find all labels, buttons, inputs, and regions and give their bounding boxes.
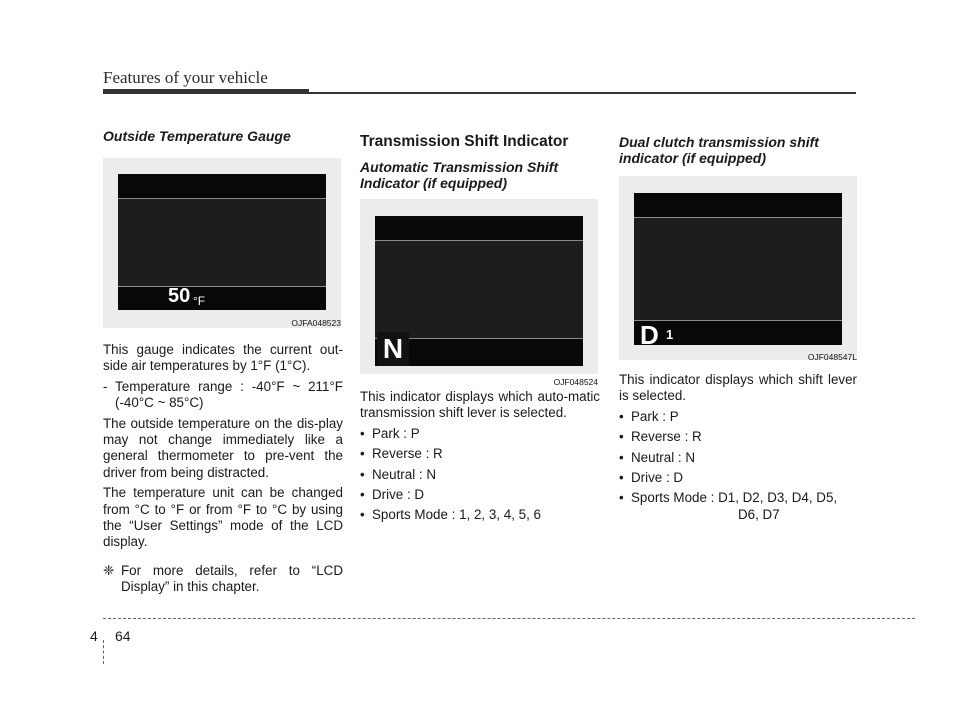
temperature-unit: °F: [193, 294, 206, 308]
header-title: Features of your vehicle: [103, 68, 268, 87]
list-item: [619, 490, 857, 523]
note-mark-icon: ❈: [103, 562, 115, 578]
figure-code: OJF048547L: [807, 352, 857, 362]
subsection-heading: Dual clutch transmission shift indicator (if equipped): [619, 134, 819, 166]
footer-rule: [103, 618, 915, 619]
section-heading: Outside Temperature Gauge: [103, 128, 291, 144]
list-item: • Neutral : N: [619, 450, 857, 466]
paragraph: This indicator displays which shift lever is selected.: [619, 372, 857, 404]
column-transmission-shift: [360, 133, 600, 528]
section-heading: Transmission Shift Indicator: [360, 133, 569, 150]
temperature-value: 50: [168, 285, 191, 307]
paragraph: The outside temperature on the dis-play may not change immediately like a general thermometer to pre-vent the driver from being distracted.: [103, 415, 343, 480]
figure-automatic-shift-display: [360, 199, 598, 387]
header-bar: [103, 89, 309, 94]
paragraph: The temperature unit can be changed from °C to °F or from °F to °C by using the “User Settings” mode of the LCD display.: [103, 485, 343, 550]
paragraph: This indicator displays which auto-matic transmission shift lever is selected.: [360, 389, 600, 421]
list-item: • Reverse : R: [619, 429, 857, 445]
column-dual-clutch-shift: [619, 134, 857, 523]
sports-mode-continued: D6, D7: [738, 506, 780, 522]
figure-code: OJFA048523: [291, 318, 341, 328]
figure-temperature-display: [103, 158, 341, 328]
paragraph: This gauge indicates the current out-side air temperatures by 1°F (1°C).: [103, 342, 343, 374]
gear-indicator: N: [377, 332, 409, 366]
list-item: • Drive : D: [360, 487, 600, 503]
gear-number: 1: [666, 326, 674, 342]
lcd-screen: [375, 216, 583, 366]
figure-dual-clutch-shift-display: [619, 176, 857, 360]
list-item: • Sports Mode : 1, 2, 3, 4, 5, 6: [360, 507, 600, 523]
subsection-heading: Automatic Transmission Shift Indicator (if equipped): [360, 159, 559, 191]
lcd-screen: [634, 193, 842, 350]
list-item: • Drive : D: [619, 470, 857, 486]
list-item: • Park : P: [360, 426, 600, 442]
footer-divider: [103, 640, 104, 664]
note: [103, 563, 343, 596]
lcd-screen: [118, 174, 326, 310]
gear-indicator: D: [640, 319, 659, 350]
list-item: • Neutral : N: [360, 467, 600, 483]
temperature-range: - Temperature range : -40°F ~ 211°F (-40°C ~ 85°C): [103, 378, 343, 411]
list-item: • Reverse : R: [360, 446, 600, 462]
header-rule: [309, 92, 856, 94]
column-outside-temperature: [103, 128, 343, 596]
sports-mode-text: Sports Mode : D1, D2, D3, D4, D5,: [631, 490, 838, 506]
note-text: For more details, refer to “LCD Display” in this chapter.: [121, 562, 343, 595]
chapter-number: 4: [90, 628, 98, 644]
figure-code: OJF048524: [553, 377, 598, 387]
list-item: • Park : P: [619, 409, 857, 425]
page-number: 64: [115, 628, 131, 644]
